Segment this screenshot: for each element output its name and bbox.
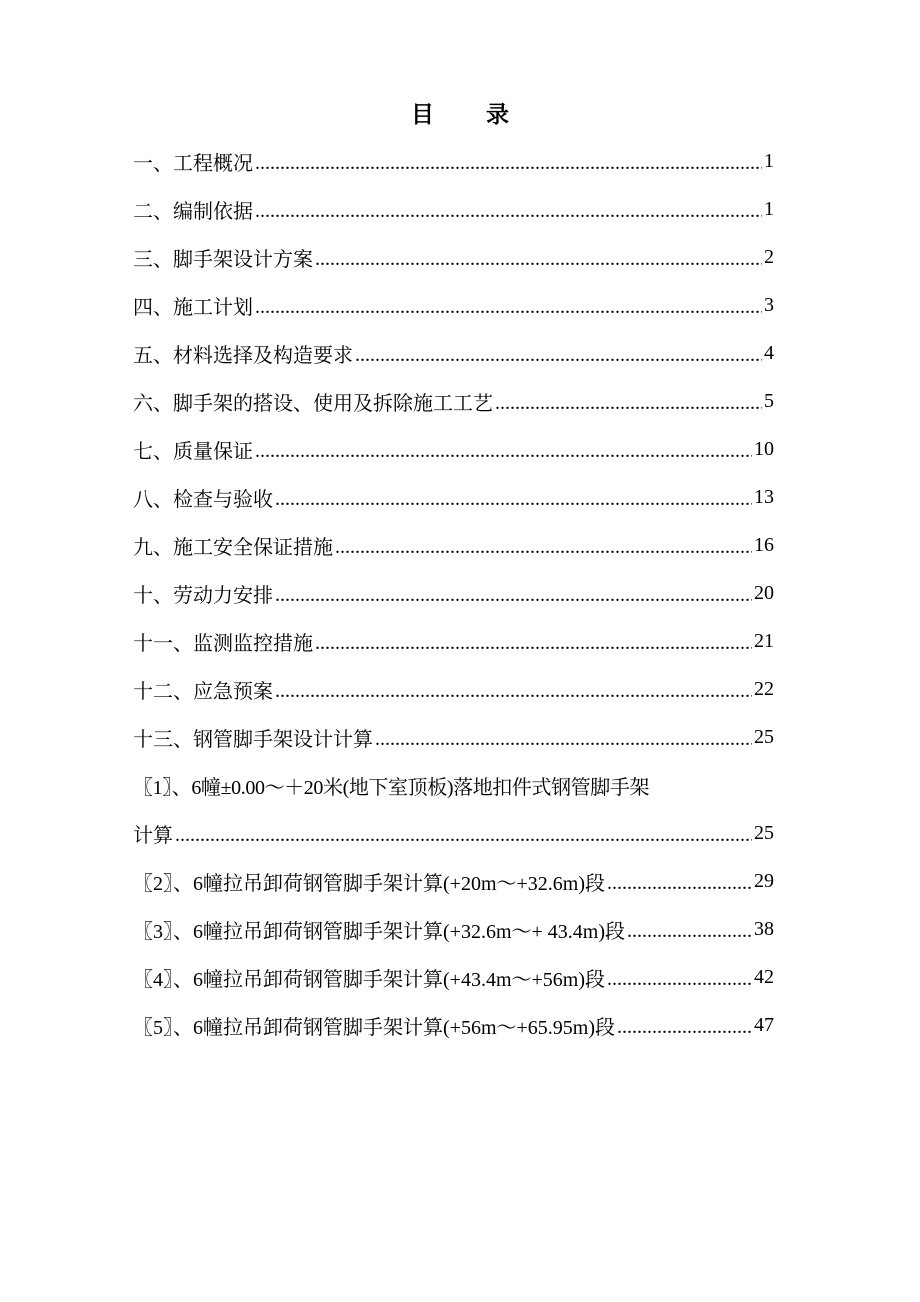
toc-sub-entry[interactable] xyxy=(133,857,774,905)
dot-leader xyxy=(627,920,752,943)
toc-entry-label: 十、劳动力安排 xyxy=(133,584,273,607)
toc-entry-page: 4 xyxy=(764,341,774,364)
dot-leader xyxy=(607,872,752,895)
toc-entry-page: 1 xyxy=(764,149,774,172)
toc-entry-page: 25 xyxy=(754,725,774,748)
toc-entry-page: 29 xyxy=(754,869,774,892)
toc-entry-page: 25 xyxy=(754,821,774,844)
title-char: 目 xyxy=(411,102,434,127)
toc-entry-page: 5 xyxy=(764,389,774,412)
toc-entry-label: 〖3〗、6幢拉吊卸荷钢管脚手架计算(+32.6m～+ 43.4m)段 xyxy=(133,920,625,943)
toc-entry-page: 2 xyxy=(764,245,774,268)
dot-leader xyxy=(275,488,752,511)
toc-sub-entry[interactable] xyxy=(133,953,774,1001)
toc-entry-label: 四、施工计划 xyxy=(133,296,253,319)
dot-leader xyxy=(495,392,762,415)
toc-entry-label: 五、材料选择及构造要求 xyxy=(133,344,353,367)
toc-entry-page: 13 xyxy=(754,485,774,508)
dot-leader xyxy=(175,824,752,847)
table-of-contents xyxy=(133,137,774,1049)
toc-entry-page: 42 xyxy=(754,965,774,988)
toc-entry[interactable] xyxy=(133,521,774,569)
toc-entry[interactable] xyxy=(133,473,774,521)
toc-entry[interactable] xyxy=(133,281,774,329)
toc-entry-label: 〖5〗、6幢拉吊卸荷钢管脚手架计算(+56m～+65.95m)段 xyxy=(133,1016,615,1039)
toc-sub-entry[interactable] xyxy=(133,905,774,953)
toc-entry-page: 21 xyxy=(754,629,774,652)
dot-leader xyxy=(255,440,752,463)
toc-entry[interactable] xyxy=(133,233,774,281)
toc-entry[interactable] xyxy=(133,425,774,473)
toc-entry-label: 九、施工安全保证措施 xyxy=(133,536,333,559)
toc-entry-page: 1 xyxy=(764,197,774,220)
toc-entry-label-continued: 计算 xyxy=(133,824,173,847)
toc-entry-page: 16 xyxy=(754,533,774,556)
dot-leader xyxy=(255,200,762,223)
toc-sub-entry[interactable] xyxy=(133,761,774,857)
toc-entry[interactable] xyxy=(133,185,774,233)
dot-leader xyxy=(335,536,752,559)
toc-entry[interactable] xyxy=(133,665,774,713)
title-char: 录 xyxy=(486,102,509,127)
toc-entry-page: 47 xyxy=(754,1013,774,1036)
dot-leader xyxy=(315,248,762,271)
toc-entry-label: 六、脚手架的搭设、使用及拆除施工工艺 xyxy=(133,392,493,415)
toc-entry-label: 十一、监测监控措施 xyxy=(133,632,313,655)
toc-entry-label: 〖1〗、6幢±0.00～＋20米(地下室顶板)落地扣件式钢管脚手架 xyxy=(133,776,650,799)
toc-entry[interactable] xyxy=(133,617,774,665)
dot-leader xyxy=(275,680,752,703)
toc-sub-entry[interactable] xyxy=(133,1001,774,1049)
toc-entry-label: 二、编制依据 xyxy=(133,200,253,223)
dot-leader xyxy=(355,344,762,367)
toc-entry-label: 一、工程概况 xyxy=(133,152,253,175)
toc-entry-label: 十二、应急预案 xyxy=(133,680,273,703)
toc-entry[interactable] xyxy=(133,713,774,761)
toc-entry-label: 〖2〗、6幢拉吊卸荷钢管脚手架计算(+20m～+32.6m)段 xyxy=(133,872,605,895)
page-title xyxy=(0,96,920,129)
toc-entry-page: 3 xyxy=(764,293,774,316)
dot-leader xyxy=(607,968,752,991)
dot-leader xyxy=(375,728,752,751)
toc-entry-page: 22 xyxy=(754,677,774,700)
toc-entry-label: 八、检查与验收 xyxy=(133,488,273,511)
toc-entry-page: 38 xyxy=(754,917,774,940)
toc-entry[interactable] xyxy=(133,569,774,617)
dot-leader xyxy=(275,584,752,607)
toc-entry[interactable] xyxy=(133,329,774,377)
dot-leader xyxy=(617,1016,752,1039)
toc-entry[interactable] xyxy=(133,377,774,425)
dot-leader xyxy=(255,152,762,175)
toc-entry-label: 〖4〗、6幢拉吊卸荷钢管脚手架计算(+43.4m～+56m)段 xyxy=(133,968,605,991)
dot-leader xyxy=(315,632,752,655)
toc-entry-page: 20 xyxy=(754,581,774,604)
toc-entry-label: 三、脚手架设计方案 xyxy=(133,248,313,271)
toc-entry-label: 七、质量保证 xyxy=(133,440,253,463)
toc-entry[interactable] xyxy=(133,137,774,185)
dot-leader xyxy=(255,296,762,319)
toc-entry-label: 十三、钢管脚手架设计计算 xyxy=(133,728,373,751)
toc-entry-page: 10 xyxy=(754,437,774,460)
